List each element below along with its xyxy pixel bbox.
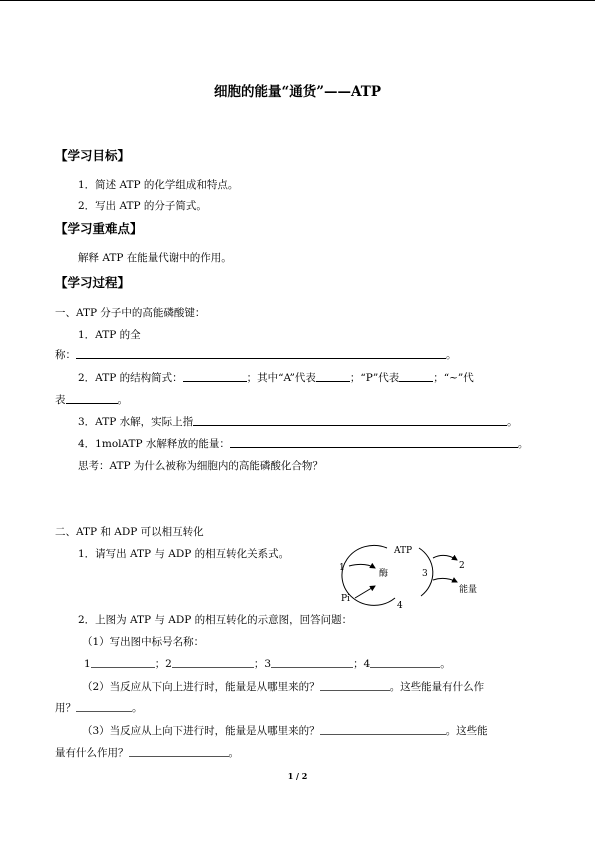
top-rule bbox=[0, 0, 595, 1]
diagram-label-pi: Pi bbox=[341, 594, 350, 604]
answer-blank[interactable] bbox=[66, 392, 118, 404]
s2-q2-3-cont: 量有什么作用？ 。 bbox=[55, 747, 239, 759]
answer-blank[interactable] bbox=[320, 679, 390, 691]
answer-blank[interactable] bbox=[271, 656, 353, 668]
diagram-label-1: 1 bbox=[339, 563, 345, 573]
answer-blank[interactable] bbox=[91, 656, 155, 668]
q2-line: 2．ATP 的结构简式： ；其中“A”代表 ；“P”代表 ；“~”代 bbox=[78, 372, 474, 384]
answer-blank[interactable] bbox=[230, 436, 518, 448]
arrow-2-out bbox=[433, 555, 457, 560]
page-number: 1 / 2 bbox=[287, 771, 308, 781]
think-question: 思考：ATP 为什么被称为细胞内的高能磷酸化合物？ bbox=[78, 460, 323, 472]
answer-blank[interactable] bbox=[129, 745, 229, 757]
answer-blank[interactable] bbox=[76, 700, 132, 712]
answer-blank[interactable] bbox=[193, 414, 507, 426]
answer-blank[interactable] bbox=[399, 370, 433, 382]
s2-q2-1: （1）写出图中标号名称： bbox=[82, 636, 205, 648]
page-title: 细胞的能量“通货”——ATP bbox=[214, 84, 381, 100]
q1-answer-line: 称： 。 bbox=[55, 349, 457, 361]
answer-blank[interactable] bbox=[76, 347, 446, 359]
diagram-label-energy: 能量 bbox=[459, 585, 478, 595]
arrow-energy-out bbox=[433, 578, 457, 582]
process-heading: 【学习过程】 bbox=[55, 275, 131, 290]
s2-q2-2: （2）当反应从下向上进行时，能量是从哪里来的？ 。这些能量有什么作 bbox=[82, 681, 485, 693]
answer-blank[interactable] bbox=[172, 656, 254, 668]
answer-blank[interactable] bbox=[320, 723, 446, 735]
goal-item: 1．简述 ATP 的化学组成和特点。 bbox=[78, 179, 239, 191]
arrow-1-in bbox=[349, 564, 375, 568]
diagram-label-2: 2 bbox=[459, 561, 465, 571]
arrow-pi-in bbox=[355, 586, 375, 598]
section-1-title: 一、ATP 分子中的高能磷酸键： bbox=[55, 307, 206, 319]
key-text: 解释 ATP 在能量代谢中的作用。 bbox=[78, 252, 232, 264]
diagram-label-enzyme: 酶 bbox=[379, 569, 389, 579]
label-blanks-line: 1 ；2 ；3 ；4 。 bbox=[84, 658, 451, 670]
diagram-label-4: 4 bbox=[397, 601, 403, 610]
s2-q1: 1．请写出 ATP 与 ADP 的相互转化关系式。 bbox=[78, 548, 290, 560]
q4-line: 4．1molATP 水解释放的能量： 。 bbox=[78, 438, 529, 450]
goals-heading: 【学习目标】 bbox=[55, 148, 131, 163]
s2-q2-2-cont: 用？ 。 bbox=[55, 702, 143, 714]
s2-q2: 2．上图为 ATP 与 ADP 的相互转化的示意图，回答问题： bbox=[78, 614, 353, 626]
s2-q2-3: （3）当反应从上向下进行时，能量是从哪里来的？ 。这些能 bbox=[82, 725, 488, 737]
q1-label: 1．ATP 的全 bbox=[78, 329, 141, 341]
section-2-title: 二、ATP 和 ADP 可以相互转化 bbox=[55, 526, 204, 538]
diagram-label-atp: ATP bbox=[394, 546, 413, 556]
answer-blank[interactable] bbox=[370, 656, 440, 668]
q2-line-cont: 表 。 bbox=[55, 394, 128, 406]
goal-item: 2．写出 ATP 的分子简式。 bbox=[78, 200, 207, 212]
atp-adp-cycle-diagram bbox=[335, 538, 495, 610]
answer-blank[interactable] bbox=[316, 370, 350, 382]
key-heading: 【学习重难点】 bbox=[55, 221, 143, 236]
q3-line: 3．ATP 水解，实际上指 。 bbox=[78, 416, 518, 428]
answer-blank[interactable] bbox=[183, 370, 247, 382]
diagram-label-3: 3 bbox=[422, 569, 428, 579]
